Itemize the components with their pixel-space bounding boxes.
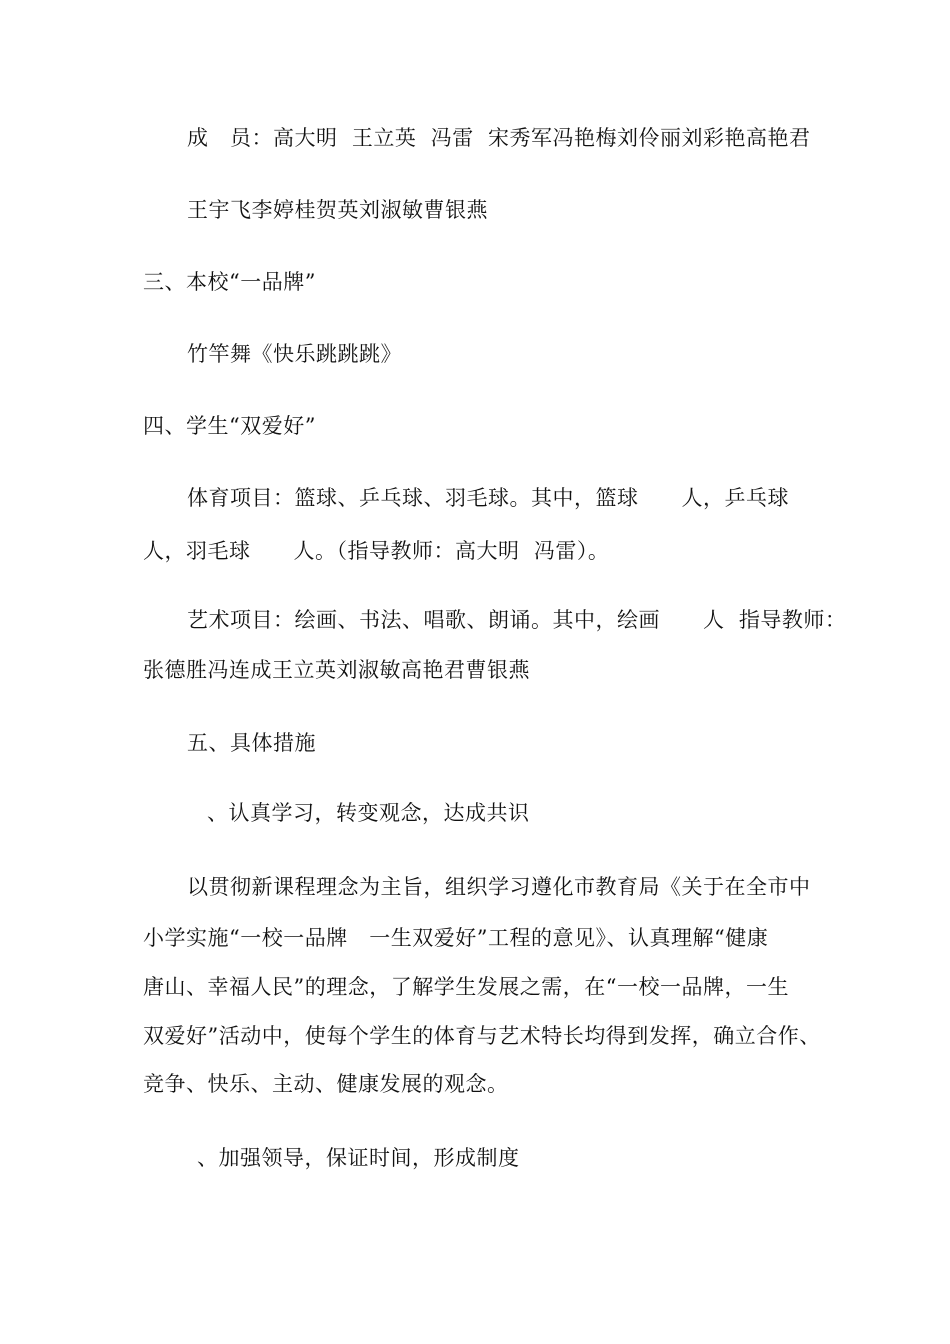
- measure-2-heading: 、加强领导，保证时间，形成制度: [197, 1146, 520, 1170]
- section-5-heading: 五、具体措施: [187, 731, 316, 755]
- section-3-heading: 三、本校“一品牌”: [143, 270, 316, 294]
- measure-1-heading: 、认真学习，转变观念，达成共识: [207, 801, 530, 825]
- school-brand-item: 竹竿舞《快乐跳跳跳》: [187, 342, 402, 366]
- paragraph-line-3: 唐山、幸福人民”的理念，了解学生发展之需，在“一校一品牌，一生: [143, 975, 789, 999]
- arts-line-1: 艺术项目：绘画、书法、唱歌、朗诵。其中，绘画 人 指导教师：: [187, 608, 847, 632]
- paragraph-line-5: 竞争、快乐、主动、健康发展的观念。: [143, 1072, 509, 1096]
- arts-line-2: 张德胜冯连成王立英刘淑敏高艳君曹银燕: [143, 658, 530, 682]
- paragraph-line-1: 以贯彻新课程理念为主旨，组织学习遵化市教育局《关于在全市中: [187, 875, 811, 899]
- sports-line-2: 人，羽毛球 人。（指导教师：高大明 冯雷）。: [143, 539, 610, 563]
- section-4-heading: 四、学生“双爱好”: [143, 414, 316, 438]
- paragraph-line-4: 双爱好”活动中，使每个学生的体育与艺术特长均得到发挥，确立合作、: [143, 1024, 821, 1048]
- members-line-2: 王宇飞李婷桂贺英刘淑敏曹银燕: [187, 198, 488, 222]
- members-line-1: 成 员：高大明 王立英 冯雷 宋秀军冯艳梅刘伶丽刘彩艳高艳君: [187, 126, 811, 150]
- sports-line-1: 体育项目：篮球、乒乓球、羽毛球。其中，篮球 人，乒乓球: [187, 486, 789, 510]
- paragraph-line-2: 小学实施“一校一品牌 一生双爱好”工程的意见》、认真理解“健康: [143, 926, 769, 950]
